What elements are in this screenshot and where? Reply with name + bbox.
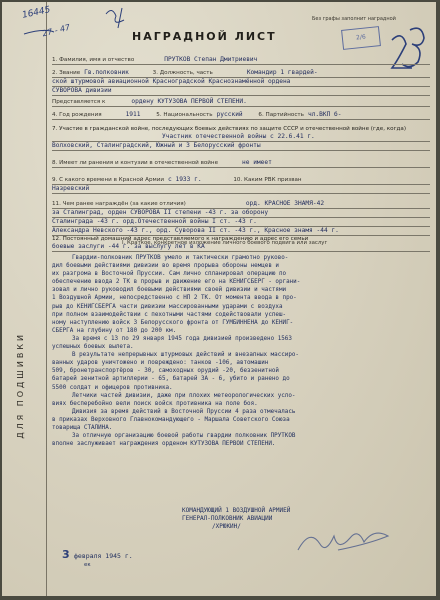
citation-line: 1 Воздушной Армии, непосредственно с НП 2 ТК. От момента ввода в про- — [52, 295, 297, 302]
form-fields — [52, 54, 430, 252]
signature-rank-line: ГЕНЕРАЛ-ПОЛКОВНИК АВИАЦИИ — [182, 515, 273, 522]
section-title: I. Краткое, конкретное изложение личного боевого подвига или заслуг — [122, 240, 328, 246]
citation-text — [52, 254, 428, 448]
citation-line: рыв до КЕНИГСБЕРГА части дивизии массированными ударами с воздуха — [52, 303, 283, 310]
field-wounds: 8. Имеет ли ранения и контузии в отечественной войне не имеет — [52, 159, 430, 168]
citation-line: их разгрома в Восточной Пруссии. Сам лично спланировал операцию по — [52, 271, 287, 278]
document-date: февраля 1945 г. — [74, 552, 133, 560]
citation-line: в приказах Верховного Главнокомандующего - Маршала Советского Союза — [52, 416, 290, 423]
signature-title-line: КОМАНДУЮЩИЙ 1 ВОЗДУШНОЙ АРМИЕЙ — [182, 507, 291, 514]
citation-line: зовал и лично руководил боевыми действиями своей дивизии и частями — [52, 287, 287, 294]
citation-line: 5500 солдат и офицеров противника. — [52, 384, 173, 391]
citation-line: товарища СТАЛИНА. — [52, 424, 113, 431]
date-day: 3 — [62, 548, 70, 561]
field-rvk: Назревский — [52, 185, 430, 194]
field-home-address: боевые заслуги -44 г. за выслугу лет в КА — [52, 243, 430, 252]
field-army-since: 9. С какого времени в Красной Армии с 1933 г. 10. Каким РВК призван — [52, 176, 430, 185]
field-position-cont2: СУВОРОВА дивизии — [52, 87, 430, 96]
citation-line: виях бесперебойно вели поиск войск противника на поле боя. — [52, 400, 258, 407]
citation-line: Гвардии-полковник ПРУТКОВ умело и тактически грамотно руково- — [72, 255, 289, 261]
field-previous-awards-cont2: Сталинграда -43 г. орд.Отечественной войны I ст. -43 г. — [52, 218, 430, 227]
citation-line: За время с 13 по 29 января 1945 года дивизией произведено 1563 — [72, 335, 292, 342]
corner-scribble-icon — [18, 4, 148, 54]
page-title: НАГРАДНОЙ ЛИСТ — [132, 30, 277, 43]
citation-line: СБЕРГА на глубину от 180 до 200 км. — [52, 327, 177, 334]
field-war-participation-label: 7. Участие в гражданской войне, последующих боевых действиях по защите СССР и отечественной войне (где, когда) — [52, 126, 407, 132]
citation-line: успешных боевых вылета. — [52, 344, 134, 351]
corner-handwritten-marks: 27 - 47 — [41, 22, 72, 39]
field-represented-for: Представляется к ордену КУТУЗОВА ПЕРВОЙ СТЕПЕНИ. — [52, 98, 430, 107]
field-birth-nationality-party: 4. Год рождения 1911 5. Национальность русский 6. Партийность чл.ВКП б- — [52, 111, 430, 120]
binding-label: ДЛЯ ПОДШИВКИ — [16, 332, 25, 439]
field-position-cont: ской штурмовой авиационной Красноградской Краснознамённой ордена — [52, 78, 430, 87]
field-war-participation: Участник отечественной войны с 22.6.41 г. — [52, 133, 430, 142]
field-name: 1. Фамилия, имя и отчество ПРУТКОВ Степан Дмитриевич — [52, 56, 430, 65]
field-previous-awards-cont3: Александра Невского -43 г., орд. Суворова II ст. -43 г., Красное знамя -44 г. — [52, 227, 430, 236]
citation-line: В результате непрерывных штурмовых действий и внезапных массиро- — [72, 352, 299, 359]
field-rank-position: 2. Звание Гв.полковник 3. Должность, часть Командир 1 гвардей- — [52, 69, 430, 78]
citation-line: обеспечению ввода 2 ТК в прорыв и движение его на КЕНИГСБЕРГ - органи- — [52, 279, 301, 286]
citation-line: Дивизия за время действий в Восточной Пруссии 4 раза отмечалась — [72, 408, 296, 415]
citation-line: при полном взаимодействии с пехотными частями содействовали успеш- — [52, 311, 287, 318]
field-war-participation-cont: Волховский, Сталинградский, Южный и 3 Белорусский фронты — [52, 142, 430, 151]
citation-line: батарей зенитной артиллерии - 65, батарей ЗА - 6, убито и ранено до — [52, 376, 290, 383]
citation-line: ванных ударов уничтожено и повреждено: танков -106, автомашин — [52, 360, 269, 367]
seal-initials: ек — [84, 562, 91, 568]
citation-line: дил боевыми действиями дивизии во время прорыва обороны немцев и — [52, 263, 279, 270]
citation-line: 509, бронетранспортёров - 30, самоходных орудий -20, беззенитной — [52, 368, 279, 375]
corner-handwritten-number: 16445 — [21, 5, 52, 21]
citation-line: ному наступлению войск 3 Белорусского фронта от ГУМБИННЕНА до КЕНИГ- — [52, 319, 294, 326]
field-home-address-label: 12. Постоянный домашний адрес представляемого к награждению и адрес его семьи — [52, 235, 309, 242]
signature-name-line: /ХРЮКИН/ — [212, 523, 241, 530]
field-previous-awards: 11. Чем ранее награждён (за какие отличия) орд. КРАСНОЕ ЗНАМЯ-42 — [52, 200, 430, 209]
registration-stamp: 2/6 — [341, 26, 381, 50]
signature-block — [182, 507, 290, 531]
field-previous-awards-cont: за Сталинград, орден СУВОРОВА II степени -43 г. за оборону — [52, 209, 430, 218]
top-right-note: Без графы заполнит наградной — [312, 16, 396, 22]
citation-line: вполне заслуживает награждения орденом КУТУЗОВА ПЕРВОЙ СТЕПЕНИ. — [52, 441, 276, 448]
award-sheet — [2, 2, 436, 596]
citation-line: За отличную организацию боевой работы гвардии полковник ПРУТКОВ — [72, 433, 296, 440]
binding-margin-line — [46, 2, 47, 596]
citation-line: Летчики частей дивизии, даже при плохих метеорологических усло- — [72, 392, 296, 399]
signature-icon — [292, 522, 402, 562]
